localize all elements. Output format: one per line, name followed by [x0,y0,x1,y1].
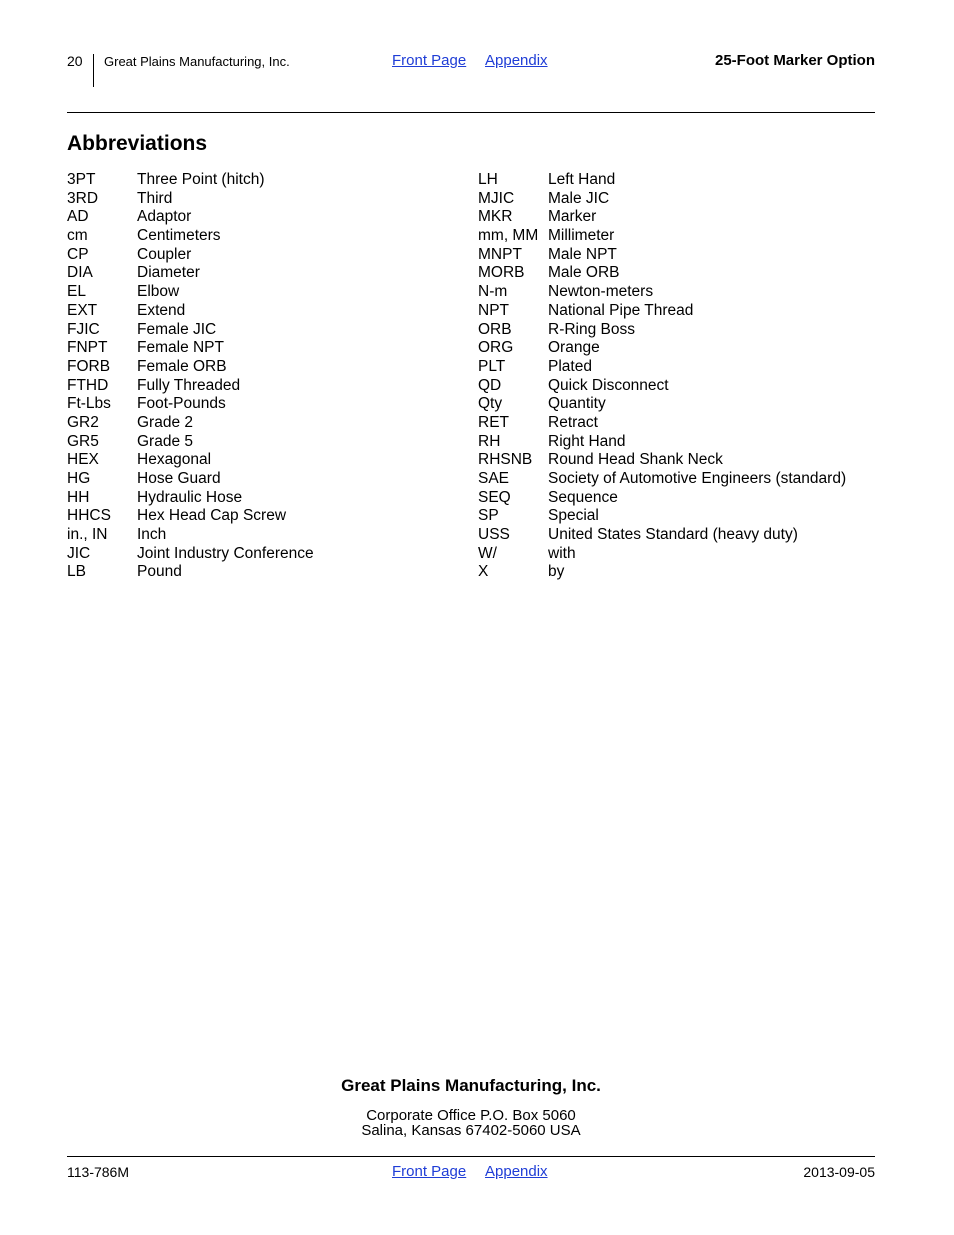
abbreviation-term: GR5 [67,432,99,450]
abbreviation-meaning: Newton-meters [548,283,654,301]
footer-rule [67,1156,875,1157]
abbreviation-meaning: National Pipe Thread [548,301,694,319]
abbreviation-term: cm [67,227,88,245]
abbreviation-row [67,321,467,340]
abbreviation-term: RET [478,413,509,431]
abbreviation-term: MJIC [478,189,515,207]
abbreviation-row [478,507,878,526]
abbreviation-meaning: Retract [548,413,598,431]
footer-address-line1: Corporate Office P.O. Box 5060 [366,1107,576,1124]
abbreviation-term: 3PT [67,171,96,188]
abbreviation-meaning: Sequence [548,488,618,506]
abbreviation-term: LB [67,563,86,581]
abbreviation-row [478,489,878,508]
abbreviation-meaning: Male JIC [548,189,610,207]
abbreviation-meaning: with [548,544,576,562]
abbreviation-term: LH [478,171,498,188]
abbreviation-term: MNPT [478,245,522,263]
abbreviation-term: Ft-Lbs [67,395,111,413]
abbreviation-term: RH [478,432,501,450]
abbreviation-row [478,246,878,265]
footer-company-name: Great Plains Manufacturing, Inc. [341,1076,601,1095]
abbreviation-row [67,358,467,377]
abbreviation-meaning: Male NPT [548,245,617,263]
abbreviation-row [67,545,467,564]
abbreviation-term: HHCS [67,507,111,525]
page-title: Abbreviations [67,132,208,155]
abbreviation-row [478,451,878,470]
abbreviation-row [478,321,878,340]
abbreviations-right-column [478,171,878,582]
abbreviation-row [478,563,878,582]
abbreviation-row [67,395,467,414]
abbreviation-meaning: Left Hand [548,171,616,188]
abbreviation-meaning: Inch [137,526,167,544]
abbreviation-row [478,264,878,283]
abbreviation-row [67,264,467,283]
abbreviation-meaning: R-Ring Boss [548,320,635,338]
abbreviation-meaning: by [548,563,565,581]
document-date: 2013-09-05 [803,1164,875,1180]
abbreviation-row [67,377,467,396]
abbreviation-term: mm, MM [478,227,539,245]
abbreviation-meaning: Extend [137,301,186,319]
abbreviation-row [67,302,467,321]
abbreviation-row [67,489,467,508]
abbreviation-term: N-m [478,283,508,301]
abbreviation-row [478,526,878,545]
abbreviation-row [67,433,467,452]
header-front-page-link[interactable]: Front Page [392,52,467,69]
header-appendix-link[interactable]: Appendix [485,52,548,69]
abbreviation-meaning: Hose Guard [137,470,221,487]
abbreviation-meaning: Diameter [137,264,200,282]
page-number: 20 [67,53,83,69]
abbreviation-row [478,358,878,377]
abbreviation-meaning: Joint Industry Conference [137,544,314,562]
abbreviation-row [478,545,878,564]
abbreviation-meaning: Centimeters [137,227,221,245]
abbreviation-meaning: Quantity [548,395,606,413]
abbreviation-row [478,433,878,452]
abbreviation-row [67,171,467,190]
abbreviation-row [478,208,878,227]
abbreviation-meaning: Hexagonal [137,451,212,469]
abbreviation-meaning: Elbow [137,283,180,301]
abbreviation-meaning: Male ORB [548,264,620,282]
abbreviation-meaning: Special [548,507,599,525]
abbreviation-meaning: Grade 5 [137,432,194,450]
abbreviation-row [478,395,878,414]
section-title: 25-Foot Marker Option [714,52,875,69]
abbreviation-term: HG [67,470,91,487]
abbreviation-term: DIA [67,264,93,282]
abbreviation-meaning: Quick Disconnect [548,376,669,394]
abbreviation-meaning: Coupler [137,245,192,263]
abbreviation-term: JIC [67,544,91,562]
abbreviation-term: EL [67,283,86,301]
abbreviation-term: 3RD [67,189,99,207]
document-number: 113-786M [67,1164,130,1180]
abbreviation-meaning: United States Standard (heavy duty) [548,526,798,544]
abbreviation-row [478,470,878,489]
abbreviation-meaning: Plated [548,357,592,375]
abbreviation-row [478,302,878,321]
abbreviation-meaning: Grade 2 [137,413,194,431]
abbreviation-meaning: Female JIC [137,320,217,338]
abbreviation-term: W/ [478,544,497,562]
abbreviation-term: GR2 [67,413,99,431]
abbreviation-row [67,283,467,302]
abbreviation-meaning: Female ORB [137,357,227,375]
abbreviation-term: HH [67,488,90,506]
abbreviation-row [67,563,467,582]
abbreviation-term: FNPT [67,339,108,357]
abbreviation-meaning: Female NPT [137,339,224,357]
abbreviation-term: RHSNB [478,451,533,469]
abbreviation-meaning: Hydraulic Hose [137,488,243,506]
abbreviation-row [67,227,467,246]
abbreviation-term: SP [478,507,499,525]
footer-front-page-link[interactable]: Front Page [392,1163,467,1180]
abbreviation-term: MORB [478,264,525,282]
abbreviation-term: QD [478,376,502,394]
abbreviation-term: FJIC [67,320,100,338]
abbreviation-meaning: Adaptor [137,208,192,226]
abbreviation-row [67,526,467,545]
abbreviation-row [67,190,467,209]
abbreviation-meaning: Right Hand [548,432,626,450]
abbreviation-term: in., IN [67,526,108,544]
abbreviation-term: FORB [67,357,111,375]
abbreviation-meaning: Hex Head Cap Screw [137,507,287,525]
abbreviation-row [478,377,878,396]
abbreviation-term: ORB [478,320,512,338]
abbreviation-row [478,190,878,209]
abbreviation-term: FTHD [67,376,109,394]
abbreviation-term: SEQ [478,488,511,506]
abbreviation-term: Qty [478,395,503,413]
header-divider [93,54,94,87]
footer-address-line2: Salina, Kansas 67402-5060 USA [361,1122,581,1139]
abbreviation-term: NPT [478,301,509,319]
abbreviation-meaning: Three Point (hitch) [137,171,265,188]
abbreviation-row [478,339,878,358]
abbreviation-row [478,171,878,190]
abbreviation-row [67,246,467,265]
footer-appendix-link[interactable]: Appendix [485,1163,548,1180]
abbreviation-term: EXT [67,301,98,319]
abbreviation-meaning: Pound [137,563,182,581]
abbreviation-meaning: Round Head Shank Neck [548,451,723,469]
abbreviation-row [67,507,467,526]
abbreviation-term: ORG [478,339,514,357]
abbreviation-meaning: Fully Threaded [137,376,241,394]
abbreviation-meaning: Third [137,189,173,207]
abbreviation-term: MKR [478,208,513,226]
abbreviation-row [478,227,878,246]
header-rule [67,112,875,113]
abbreviation-term: AD [67,208,89,226]
abbreviation-row [67,208,467,227]
abbreviation-meaning: Marker [548,208,597,226]
abbreviation-term: HEX [67,451,99,469]
abbreviation-term: USS [478,526,510,544]
abbreviation-term: PLT [478,357,506,375]
abbreviation-row [478,283,878,302]
abbreviation-row [478,414,878,433]
abbreviation-term: X [478,563,489,581]
abbreviation-meaning: Millimeter [548,227,615,245]
abbreviation-row [67,339,467,358]
abbreviation-row [67,414,467,433]
abbreviation-meaning: Foot-Pounds [137,395,226,413]
abbreviation-row [67,470,467,489]
abbreviation-row [67,451,467,470]
header-company-name: Great Plains Manufacturing, Inc. [104,54,290,69]
abbreviation-meaning: Orange [548,339,600,357]
abbreviations-left-column [67,171,467,582]
abbreviation-meaning: Society of Automotive Engineers (standard) [548,470,847,487]
abbreviation-term: CP [67,245,89,263]
abbreviation-term: SAE [478,470,510,487]
